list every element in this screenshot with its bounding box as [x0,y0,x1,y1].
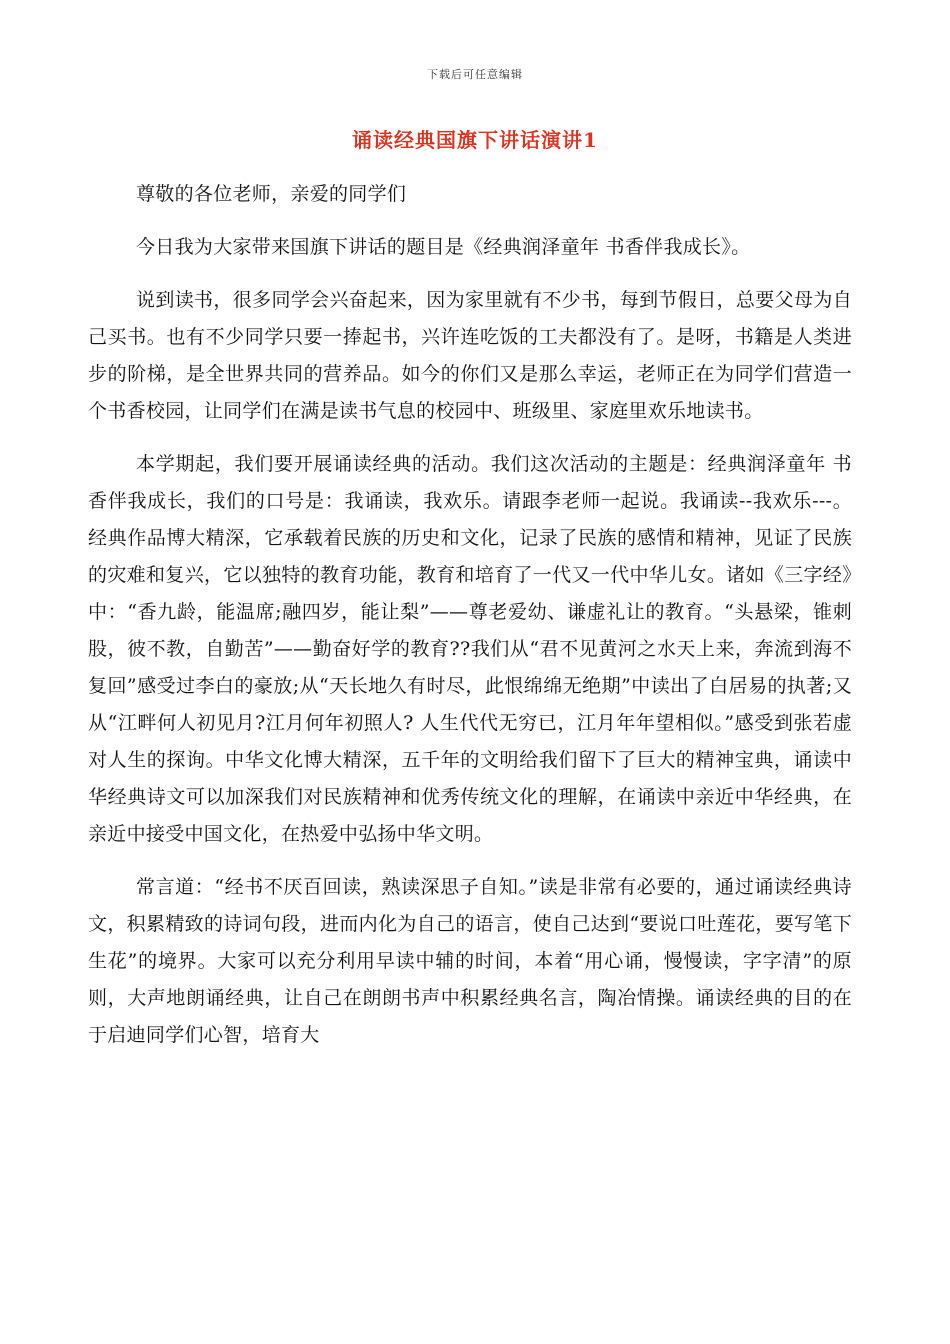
paragraph-activity: 本学期起，我们要开展诵读经典的活动。我们这次活动的主题是：经典润泽童年 书香伴我成长，我们的口号是：我诵读，我欢乐。请跟李老师一起说。我诵读--我欢乐---。经典作品博大精深，它承载着民族的历史和文化，记录了民族的感情和精神，见证了民族的灾难和复兴，它以独特的教育功能，教育和培育了一代又一代中华儿女。诸如《三字经》中：“香九龄，能温席;融四岁，能让梨”——尊老爱幼、谦虚礼让的教育。“头悬梁，锥刺股，彼不教，自勤苦”——勤奋好学的教育??我们从“君不见黄河之水天上来，奔流到海不复回”感受过李白的豪放;从“天长地久有时尽，此恨绵绵无绝期”中读出了白居易的执著;又从“江畔何人初见月?江月何年初照人? 人生代代无穷已，江月年年望相似。”感受到张若虚对人生的探询。中华文化博大精深，五千年的文明给我们留下了巨大的精神宝典，诵读中华经典诗文可以加深我们对民族精神和优秀传统文化的理解，在诵读中亲近中华经典，在亲近中接受中国文化，在热爱中弘扬中华文明。 [88,453,852,845]
document-title: 诵读经典国旗下讲话演讲1 [352,128,598,152]
paragraph-greeting: 尊敬的各位老师，亲爱的同学们 [136,183,407,205]
paragraph-reading: 说到读书，很多同学会兴奋起来，因为家里就有不少书，每到节假日，总要父母为自己买书。也有不少同学只要一捧起书，兴许连吃饭的工夫都没有了。是呀，书籍是人类进步的阶梯，是全世界共同的营养品。如今的你们又是那么幸运，老师正在为同学们营造一个书香校园，让同学们在满是读书气息的校园中、班级里、家庭里欢乐地读书。 [88,289,852,422]
header-note: 下载后可任意编辑 [427,68,523,81]
paragraph-saying: 常言道：“经书不厌百回读，熟读深思子自知。”读是非常有必要的，通过诵读经典诗文，积累精致的诗词句段，进而内化为自己的语言，使自己达到“要说口吐莲花，要写笔下生花”的境界。大家可以充分利用早读中辅的时间，本着“用心诵，慢慢读，字字清”的原则，大声地朗诵经典，让自己在朗朗书声中积累经典名言，陶冶情操。诵读经典的目的在于启迪同学们心智，培育大 [88,876,852,1046]
paragraph-topic: 今日我为大家带来国旗下讲话的题目是《经典润泽童年 书香伴我成长》。 [136,236,751,258]
document-body [88,176,852,1070]
